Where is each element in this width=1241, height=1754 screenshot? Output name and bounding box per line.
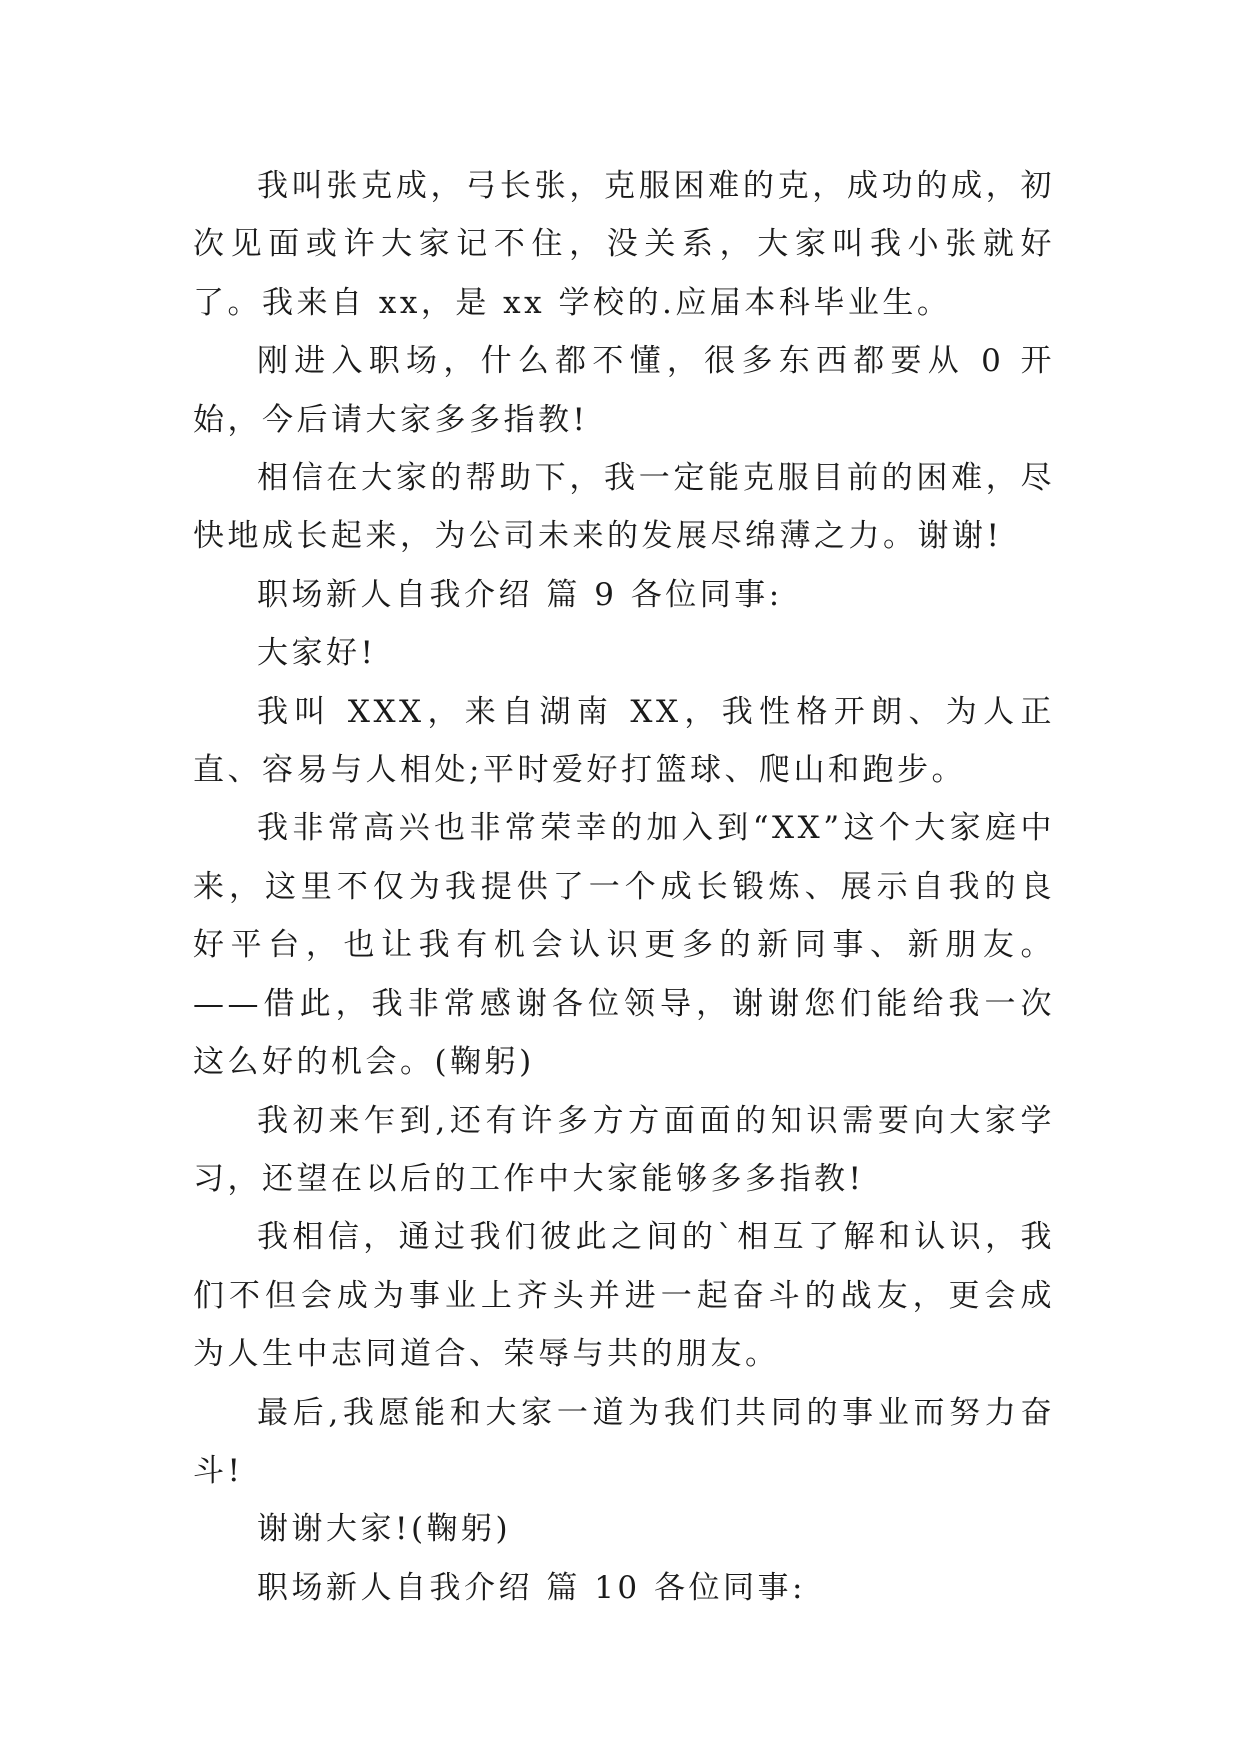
paragraph-greeting: 大家好! xyxy=(257,635,377,672)
paragraph-self-intro: 我叫 XXX，来自湖南 XX，我性格开朗、为人正直、容易与人相处;平时爱好打篮球、爬山和跑步。 xyxy=(193,693,1055,789)
paragraph-believe-help: 相信在大家的帮助下，我一定能克服目前的困难，尽快地成长起来，为公司未来的发展尽绵薄之力。谢谢! xyxy=(193,460,1055,555)
paragraph-mutual-understanding: 我相信，通过我们彼此之间的`相互了解和认识，我们不但会成为事业上齐头并进一起奋斗的战友，更会成为人生中志同道合、荣辱与共的朋友。 xyxy=(193,1219,1055,1373)
paragraph-intro-name: 我叫张克成，弓长张，克服困难的克，成功的成，初次见面或许大家记不住，没关系，大家叫我小张就好了。我来自 xx，是 xx 学校的.应届本科毕业生。 xyxy=(193,168,1055,321)
paragraph-honored-to-join: 我非常高兴也非常荣幸的加入到“XX”这个大家庭中来，这里不仅为我提供了一个成长锻炼、展示自我的良好平台，也让我有机会认识更多的新同事、新朋友。——借此，我非常感谢各位领导，谢谢您们能给我一次这么好的机会。(鞠躬) xyxy=(193,810,1055,1081)
section-heading-9: 职场新人自我介绍 篇 9 各位同事: xyxy=(257,576,783,613)
paragraph-new-to-workplace: 刚进入职场，什么都不懂，很多东西都要从 0 开始，今后请大家多多指教! xyxy=(193,343,1055,438)
paragraph-newcomer: 我初来乍到,还有许多方方面面的知识需要向大家学习，还望在以后的工作中大家能够多多指教! xyxy=(193,1102,1055,1197)
section-heading-10: 职场新人自我介绍 篇 10 各位同事: xyxy=(257,1569,806,1606)
document-body xyxy=(193,157,1055,1617)
paragraph-finally: 最后,我愿能和大家一道为我们共同的事业而努力奋斗! xyxy=(193,1394,1055,1489)
paragraph-thanks: 谢谢大家!(鞠躬) xyxy=(257,1511,512,1548)
